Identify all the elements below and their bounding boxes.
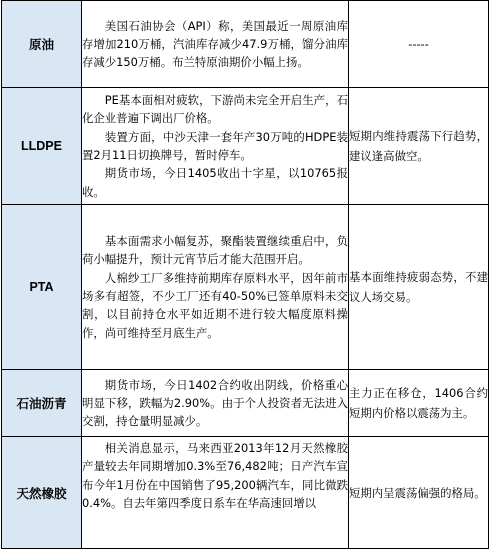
commodity-detail — [82, 88, 349, 205]
table-row-natural-rubber — [2, 437, 489, 549]
table-row-crude-oil — [2, 1, 489, 88]
detail-paragraph: 相关消息显示，马来西亚2013年12月天然橡胶产量较去年同期增加0.3%至76,482吨；日产汽车宣布今年1月份在中国销售了95,200辆汽车，同比微跌0.4%。自去年第四季度日系车在华高速回增以 — [82, 441, 348, 510]
detail-paragraph: 期货市场，今日1402合约收出阴线，价格重心明显下移，跌幅为2.90%。由于个人投资者无法进入交割，持仓量明显减少。 — [82, 377, 348, 429]
commodity-detail — [82, 205, 349, 370]
commodity-view: 主力正在移仓，1406合约短期内价格以震荡为主。 — [349, 370, 489, 437]
detail-paragraph: 装置方面，中沙天津一套年产30万吨的HDPE装置2月11日切换牌号，暂时停车。 — [82, 129, 348, 162]
commodity-detail — [82, 370, 349, 437]
commodity-name: PTA — [2, 205, 82, 370]
table-row-pta — [2, 205, 489, 370]
detail-paragraph: PE基本面相对疲软，下游尚未完全开启生产，石化企业普遍下调出厂价格。 — [82, 93, 348, 126]
commodity-table — [1, 0, 489, 549]
table-row-lldpe — [2, 88, 489, 205]
commodity-name: 石油沥青 — [2, 370, 82, 437]
detail-paragraph: 基本面需求小幅复苏，聚酯装置继续重启中，负荷小幅提升，预计元宵节后才能大范围开启。 — [82, 234, 348, 267]
commodity-detail — [82, 1, 349, 88]
commodity-detail — [82, 437, 349, 549]
commodity-view: 短期内维持震荡下行趋势，建议逢高做空。 — [349, 88, 489, 205]
commodity-view: ----- — [349, 1, 489, 88]
commodity-name: LLDPE — [2, 88, 82, 205]
detail-paragraph: 美国石油协会（API）称，美国最近一周原油库存增加210万桶，汽油库存减少47.9万桶，馏分油库存减少150万桶。布兰特原油期价小幅上扬。 — [82, 18, 348, 70]
detail-paragraph: 人棉纱工厂多维持前期库存原料水平，因年前市场多有超签，不少工厂还有40-50%已签单原料未交割，以目前持仓水平如近期不进行较大幅度原料操作，尚可维持至月底生产。 — [82, 270, 348, 340]
table-row-asphalt — [2, 370, 489, 437]
detail-paragraph: 期货市场，今日1405收出十字星，以10765报收。 — [82, 166, 348, 199]
commodity-view: 短期内呈震荡偏强的格局。 — [349, 437, 489, 549]
commodity-name: 天然橡胶 — [2, 437, 82, 549]
commodity-name: 原油 — [2, 1, 82, 88]
commodity-view: 基本面维持疲弱态势，不建议人场交易。 — [349, 205, 489, 370]
